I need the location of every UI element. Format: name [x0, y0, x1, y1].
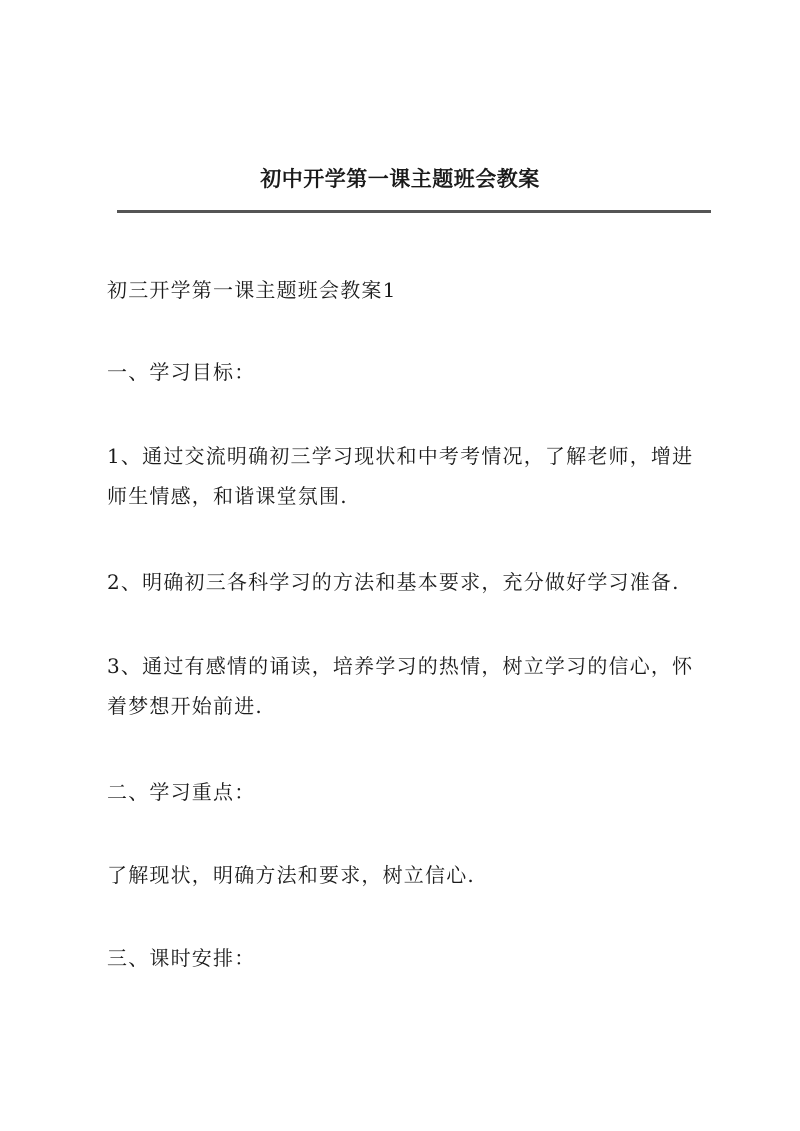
goal-item-2: 2、明确初三各科学习的方法和基本要求，充分做好学习准备.	[107, 570, 680, 594]
goal-item-1: 1、通过交流明确初三学习现状和中考考情况，了解老师，增进师生情感，和谐课堂氛围.	[107, 444, 694, 508]
focus-text: 了解现状，明确方法和要求，树立信心.	[107, 863, 475, 887]
goal-item-3: 3、通过有感情的诵读，培养学习的热情，树立学习的信心，怀着梦想开始前进.	[107, 654, 694, 718]
section-heading-goals: 一、学习目标：	[107, 360, 256, 384]
title-divider	[117, 210, 711, 213]
section-heading-schedule: 三、课时安排：	[107, 946, 256, 970]
paragraph-heading: 初三开学第一课主题班会教案1	[107, 278, 397, 302]
document-title: 初中开学第一课主题班会教案	[260, 166, 540, 191]
section-heading-focus: 二、学习重点：	[107, 780, 256, 804]
